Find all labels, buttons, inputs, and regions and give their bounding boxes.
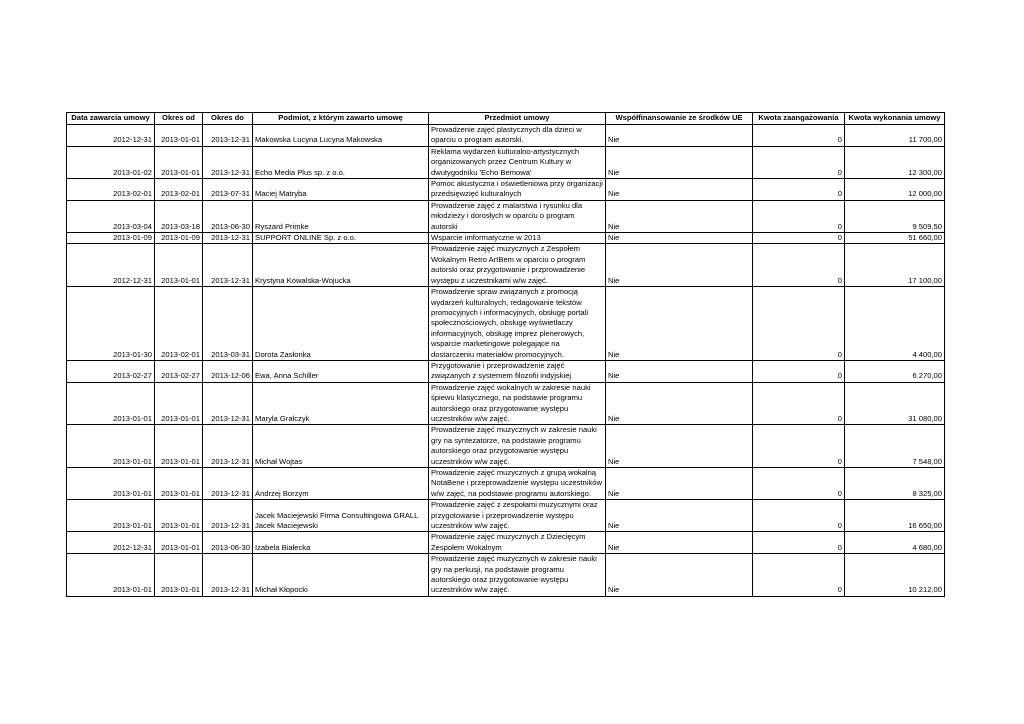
subject-cell: Prowadzenie zajęć z zespołami muzycznymi oraz przygotowanie i przeprowadzenie występu uczestników w/w zajęć. [429,500,606,532]
table-row [67,554,945,597]
header-eu-cofinancing: Współfinansowanie ze środków UE [606,113,753,125]
period-from-cell: 2013-01-01 [155,500,203,532]
subject-cell: Prowadzenie zajęć z malarstwa i rysunku dla młodzieży i dorosłych w oparciu o program autorski [429,200,606,232]
contract-date-cell: 2013-02-27 [67,360,155,382]
party-cell: Andrzej Borzym [253,468,429,500]
header-date: Data zawarcia umowy [67,113,155,125]
subject-cell: Prowadzenie zajęć wokalnych w zakresie nauki śpiewu klasycznego, na podstawie programu autorskiego oraz przygotowanie występu uczestników w/w zajęć. [429,382,606,425]
eu-cofinancing-cell: Nie [606,179,753,201]
header-row [67,113,945,125]
commitment-amount-cell: 0 [753,500,845,532]
table-row [67,125,945,147]
eu-cofinancing-cell: Nie [606,360,753,382]
eu-cofinancing-cell: Nie [606,382,753,425]
execution-amount-cell: 12 300,00 [845,146,945,178]
period-from-cell: 2013-01-01 [155,146,203,178]
subject-cell: Prowadzenie zajęć muzycznych z grupą wokalną NotaBene i przeprowadzenie występu uczestników w/w zajęć, na podstawie programu autorskiego. [429,468,606,500]
contract-date-cell: 2012-12-31 [67,125,155,147]
table-row [67,425,945,468]
eu-cofinancing-cell: Nie [606,554,753,597]
party-cell: Maryla Gralczyk [253,382,429,425]
period-to-cell: 2013-03-31 [203,287,253,361]
table-row [67,500,945,532]
period-from-cell: 2013-01-01 [155,532,203,554]
period-to-cell: 2013-12-31 [203,125,253,147]
commitment-amount-cell: 0 [753,146,845,178]
eu-cofinancing-cell: Nie [606,468,753,500]
contract-date-cell: 2013-01-01 [67,468,155,500]
party-cell: Izabela Białecka [253,532,429,554]
execution-amount-cell: 16 650,00 [845,500,945,532]
table-row [67,244,945,287]
commitment-amount-cell: 0 [753,233,845,244]
period-from-cell: 2013-01-01 [155,554,203,597]
table-row [67,233,945,244]
party-cell: Jacek Maciejewski Firma Consultingowa GRALL Jacek Maciejewski [253,500,429,532]
subject-cell: Pomoc akustyczna i oświetleniowa przy organizacji przedsięwzięć kulturalnych [429,179,606,201]
execution-amount-cell: 7 548,00 [845,425,945,468]
eu-cofinancing-cell: Nie [606,125,753,147]
contract-date-cell: 2013-03-04 [67,200,155,232]
execution-amount-cell: 12 000,00 [845,179,945,201]
period-to-cell: 2013-12-31 [203,500,253,532]
party-cell: Ryszard Primke [253,200,429,232]
period-from-cell: 2013-02-01 [155,179,203,201]
commitment-amount-cell: 0 [753,125,845,147]
table-row [67,468,945,500]
commitment-amount-cell: 0 [753,200,845,232]
period-from-cell: 2013-01-01 [155,244,203,287]
period-to-cell: 2013-12-31 [203,382,253,425]
execution-amount-cell: 6 270,00 [845,360,945,382]
execution-amount-cell: 4 400,00 [845,287,945,361]
period-to-cell: 2013-12-31 [203,554,253,597]
party-cell: Michał Kłopocki [253,554,429,597]
eu-cofinancing-cell: Nie [606,244,753,287]
subject-cell: Reklama wydarzeń kulturalno-artystycznych organizowanych przez Centrum Kultury w dwutygodniku 'Echo Bemowa' [429,146,606,178]
eu-cofinancing-cell: Nie [606,425,753,468]
eu-cofinancing-cell: Nie [606,532,753,554]
commitment-amount-cell: 0 [753,468,845,500]
period-from-cell: 2013-01-09 [155,233,203,244]
party-cell: Michał Wojtas [253,425,429,468]
party-cell: Dorota Zasłonka [253,287,429,361]
contracts-table [66,112,945,597]
commitment-amount-cell: 0 [753,382,845,425]
contract-date-cell: 2012-12-31 [67,532,155,554]
header-from: Okres od [155,113,203,125]
table-row [67,179,945,201]
party-cell: Echo Media Plus sp. z o.o. [253,146,429,178]
commitment-amount-cell: 0 [753,287,845,361]
table-row [67,200,945,232]
table-row [67,532,945,554]
execution-amount-cell: 10 212,00 [845,554,945,597]
period-to-cell: 2013-12-31 [203,468,253,500]
header-execution: Kwota wykonania umowy [845,113,945,125]
period-to-cell: 2013-12-31 [203,146,253,178]
period-to-cell: 2013-06-30 [203,532,253,554]
commitment-amount-cell: 0 [753,179,845,201]
period-from-cell: 2013-03-18 [155,200,203,232]
subject-cell: Prowadzenie zajęć plastycznych dla dzieci w oparciu o program autorski. [429,125,606,147]
commitment-amount-cell: 0 [753,360,845,382]
table-body [67,125,945,597]
party-cell: Maciej Matryba [253,179,429,201]
eu-cofinancing-cell: Nie [606,287,753,361]
execution-amount-cell: 11 700,00 [845,125,945,147]
subject-cell: Prowadzenie zajęć muzycznych w zakresie nauki gry na perkusji, na podstawie programu autorskiego oraz przygotowanie występu uczestników w/w zajęć. [429,554,606,597]
execution-amount-cell: 51 660,00 [845,233,945,244]
eu-cofinancing-cell: Nie [606,500,753,532]
header-subject: Przedmiot umowy [429,113,606,125]
execution-amount-cell: 4 680,00 [845,532,945,554]
period-to-cell: 2013-12-31 [203,425,253,468]
period-from-cell: 2013-01-01 [155,382,203,425]
period-from-cell: 2013-01-01 [155,468,203,500]
subject-cell: Przygotowanie i przeprowadzenie zajęć związanych z systemem filozofii indyjskiej [429,360,606,382]
period-to-cell: 2013-12-31 [203,233,253,244]
period-to-cell: 2013-12-31 [203,244,253,287]
period-from-cell: 2013-02-27 [155,360,203,382]
subject-cell: Prowadzenie spraw związanych z promocją wydarzeń kulturalnych, redagowanie tekstów promocyjnych i informacyjnych, obsługę portali społecznościowych, obsługę wyświetlaczy informacyjnych, obsługę imprez plenerowych, wsparcie marketingowe polegające na dostarczeniu materiałów promocyjnych. [429,287,606,361]
commitment-amount-cell: 0 [753,244,845,287]
subject-cell: Prowadzenie zajęć muzycznych z Zespołem Wokalnym Retro ArtBem w oparciu o program autorski oraz przygotowanie i przprowadzenie występu z uczestnikami w/w zajęć. [429,244,606,287]
contract-date-cell: 2013-01-01 [67,554,155,597]
contract-date-cell: 2013-01-30 [67,287,155,361]
subject-cell: Wsparcie imformatyczne w 2013 [429,233,606,244]
header-party: Podmiot, z którym zawarto umowę [253,113,429,125]
header-commitment: Kwota zaangażowania [753,113,845,125]
period-to-cell: 2013-12-06 [203,360,253,382]
party-cell: Krystyna Kowalska-Wojucka [253,244,429,287]
contract-date-cell: 2013-01-01 [67,500,155,532]
execution-amount-cell: 9 509,50 [845,200,945,232]
table-row [67,382,945,425]
party-cell: Makowska Lucyna Lucyna Makowska [253,125,429,147]
subject-cell: Prowadzenie zajęć muzycznych z Dziecięcym Zespołem Wokalnym [429,532,606,554]
contract-date-cell: 2013-01-09 [67,233,155,244]
party-cell: Ewa, Anna Schiller [253,360,429,382]
contract-date-cell: 2013-01-01 [67,425,155,468]
subject-cell: Prowadzenie zajęć muzycznych w zakresie nauki gry na syntezatorze, na podstawie programu autorskiego oraz przygotowanie występu uczestników w/w zajęć. [429,425,606,468]
party-cell: SUPPORT ONLINE Sp. z o.o. [253,233,429,244]
period-from-cell: 2013-02-01 [155,287,203,361]
period-from-cell: 2013-01-01 [155,425,203,468]
contracts-sheet [66,112,945,597]
execution-amount-cell: 17 100,00 [845,244,945,287]
header-to: Okres do [203,113,253,125]
period-to-cell: 2013-06-30 [203,200,253,232]
execution-amount-cell: 8 325,00 [845,468,945,500]
table-row [67,287,945,361]
period-to-cell: 2013-07-31 [203,179,253,201]
commitment-amount-cell: 0 [753,425,845,468]
period-from-cell: 2013-01-01 [155,125,203,147]
contract-date-cell: 2013-02-01 [67,179,155,201]
contract-date-cell: 2013-01-02 [67,146,155,178]
eu-cofinancing-cell: Nie [606,233,753,244]
contract-date-cell: 2013-01-01 [67,382,155,425]
contract-date-cell: 2012-12-31 [67,244,155,287]
table-row [67,146,945,178]
execution-amount-cell: 31 080,00 [845,382,945,425]
eu-cofinancing-cell: Nie [606,200,753,232]
commitment-amount-cell: 0 [753,554,845,597]
eu-cofinancing-cell: Nie [606,146,753,178]
commitment-amount-cell: 0 [753,532,845,554]
table-row [67,360,945,382]
